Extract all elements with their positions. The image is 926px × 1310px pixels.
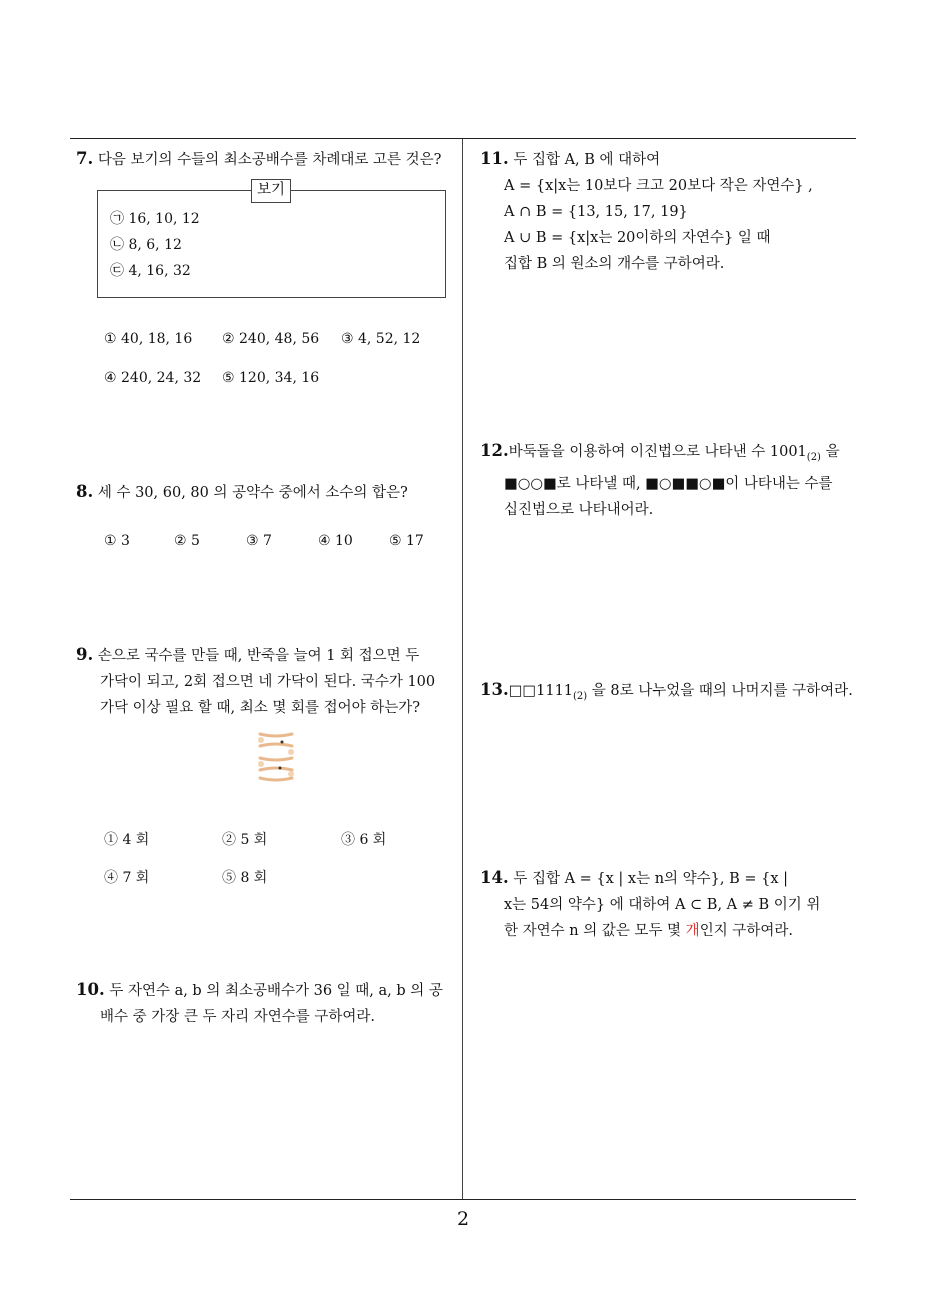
choice-5[interactable]: ⑤ 8 회 xyxy=(222,870,268,886)
choice-4[interactable]: ④ 240, 24, 32 xyxy=(104,370,202,386)
question-14 xyxy=(480,865,820,944)
question-text-line xyxy=(480,918,820,944)
noodle-folding-illustration xyxy=(256,730,296,782)
choice-5[interactable]: ⑤ 120, 34, 16 xyxy=(222,370,320,386)
choice-1[interactable]: ① 40, 18, 16 xyxy=(104,331,193,347)
question-text-line: 바둑돌을 이용하여 이진법으로 나타낸 수 1001 xyxy=(508,444,807,460)
question-10 xyxy=(76,977,443,1030)
question-number: 14. xyxy=(480,868,509,887)
question-8 xyxy=(76,479,408,506)
set-union: A ∪ B = {x|x는 20이하의 자연수} 일 때 xyxy=(504,230,771,246)
question-text-end: 을 8로 나누었을 때의 나머지를 구하여라. xyxy=(587,683,853,699)
question-12 xyxy=(480,438,840,523)
choice-1[interactable]: ① 4 회 xyxy=(104,832,150,848)
question-text-line: 두 집합 A, B 에 대하여 xyxy=(513,152,661,168)
set-intersection: A ∩ B = {13, 15, 17, 19} xyxy=(504,204,688,220)
choice-5[interactable]: ⑤ 17 xyxy=(389,533,424,549)
bogi-item: ㉠ 16, 10, 12 xyxy=(110,211,200,227)
base-subscript: (2) xyxy=(806,451,821,463)
question-text-segment: 한 자연수 n 의 값은 모두 몇 xyxy=(504,923,686,939)
question-13 xyxy=(480,677,853,710)
base-subscript: (2) xyxy=(573,690,588,702)
question-text-segment: 인지 구하여라. xyxy=(699,923,793,939)
question-7 xyxy=(76,146,441,173)
choice-1[interactable]: ① 3 xyxy=(104,533,130,549)
question-text-line: 가닥이 되고, 2회 접으면 네 가닥이 된다. 국수가 100 xyxy=(100,674,436,690)
question-number: 10. xyxy=(76,980,105,999)
choice-3[interactable]: ③ 7 xyxy=(246,533,272,549)
bogi-item: ㉡ 8, 6, 12 xyxy=(110,237,182,253)
question-text: 다음 보기의 수들의 최소공배수를 차례대로 고른 것은? xyxy=(97,152,442,168)
question-text-line: 가닥 이상 필요 할 때, 최소 몇 회를 접어야 하는가? xyxy=(100,700,420,716)
choice-2[interactable]: ② 240, 48, 56 xyxy=(222,331,320,347)
question-text: □□1111 xyxy=(508,683,574,699)
question-number: 8. xyxy=(76,482,94,501)
question-number: 9. xyxy=(76,645,94,664)
page-number: 2 xyxy=(456,1208,470,1230)
question-text-line: 집합 B 의 원소의 개수를 구하여라. xyxy=(504,256,725,272)
choice-2[interactable]: ② 5 xyxy=(174,533,200,549)
question-text: 세 수 30, 60, 80 의 공약수 중에서 소수의 합은? xyxy=(97,485,408,501)
top-rule xyxy=(70,138,856,139)
question-text-line: ■○○■로 나타낼 때, ■○■■○■이 나타내는 수를 xyxy=(504,475,833,492)
question-text-line: 십진법으로 나타내어라. xyxy=(504,501,654,518)
question-number: 7. xyxy=(76,149,94,168)
question-9 xyxy=(76,642,435,721)
bogi-item: ㉢ 4, 16, 32 xyxy=(110,263,191,279)
question-text-line: x는 54의 약수} 에 대하여 A ⊂ B, A ≠ B 이기 위 xyxy=(504,897,821,913)
choice-3[interactable]: ③ 4, 52, 12 xyxy=(341,331,421,347)
question-text-line-end: 을 xyxy=(820,444,840,460)
question-11 xyxy=(480,146,813,277)
bottom-rule xyxy=(70,1199,856,1200)
question-text-line: 손으로 국수를 만들 때, 반죽을 늘여 1 회 접으면 두 xyxy=(97,648,420,664)
choice-4[interactable]: ④ 10 xyxy=(318,533,353,549)
question-number: 13. xyxy=(480,680,509,699)
set-definition-a: A = {x|x는 10보다 크고 20보다 작은 자연수} , xyxy=(504,178,813,194)
highlighted-word: 개 xyxy=(685,923,700,939)
question-text-line: 두 집합 A = {x | x는 n의 약수}, B = {x | xyxy=(513,871,789,887)
choice-4[interactable]: ④ 7 회 xyxy=(104,870,150,886)
question-number: 12. xyxy=(480,441,509,460)
column-divider xyxy=(462,139,463,1199)
bogi-label: 보기 xyxy=(251,179,291,203)
question-number: 11. xyxy=(480,149,509,168)
question-text-line: 두 자연수 a, b 의 최소공배수가 36 일 때, a, b 의 공 xyxy=(109,983,443,999)
choice-3[interactable]: ③ 6 회 xyxy=(341,832,387,848)
question-text-line: 배수 중 가장 큰 두 자리 자연수를 구하여라. xyxy=(100,1009,375,1025)
choice-2[interactable]: ② 5 회 xyxy=(222,832,268,848)
